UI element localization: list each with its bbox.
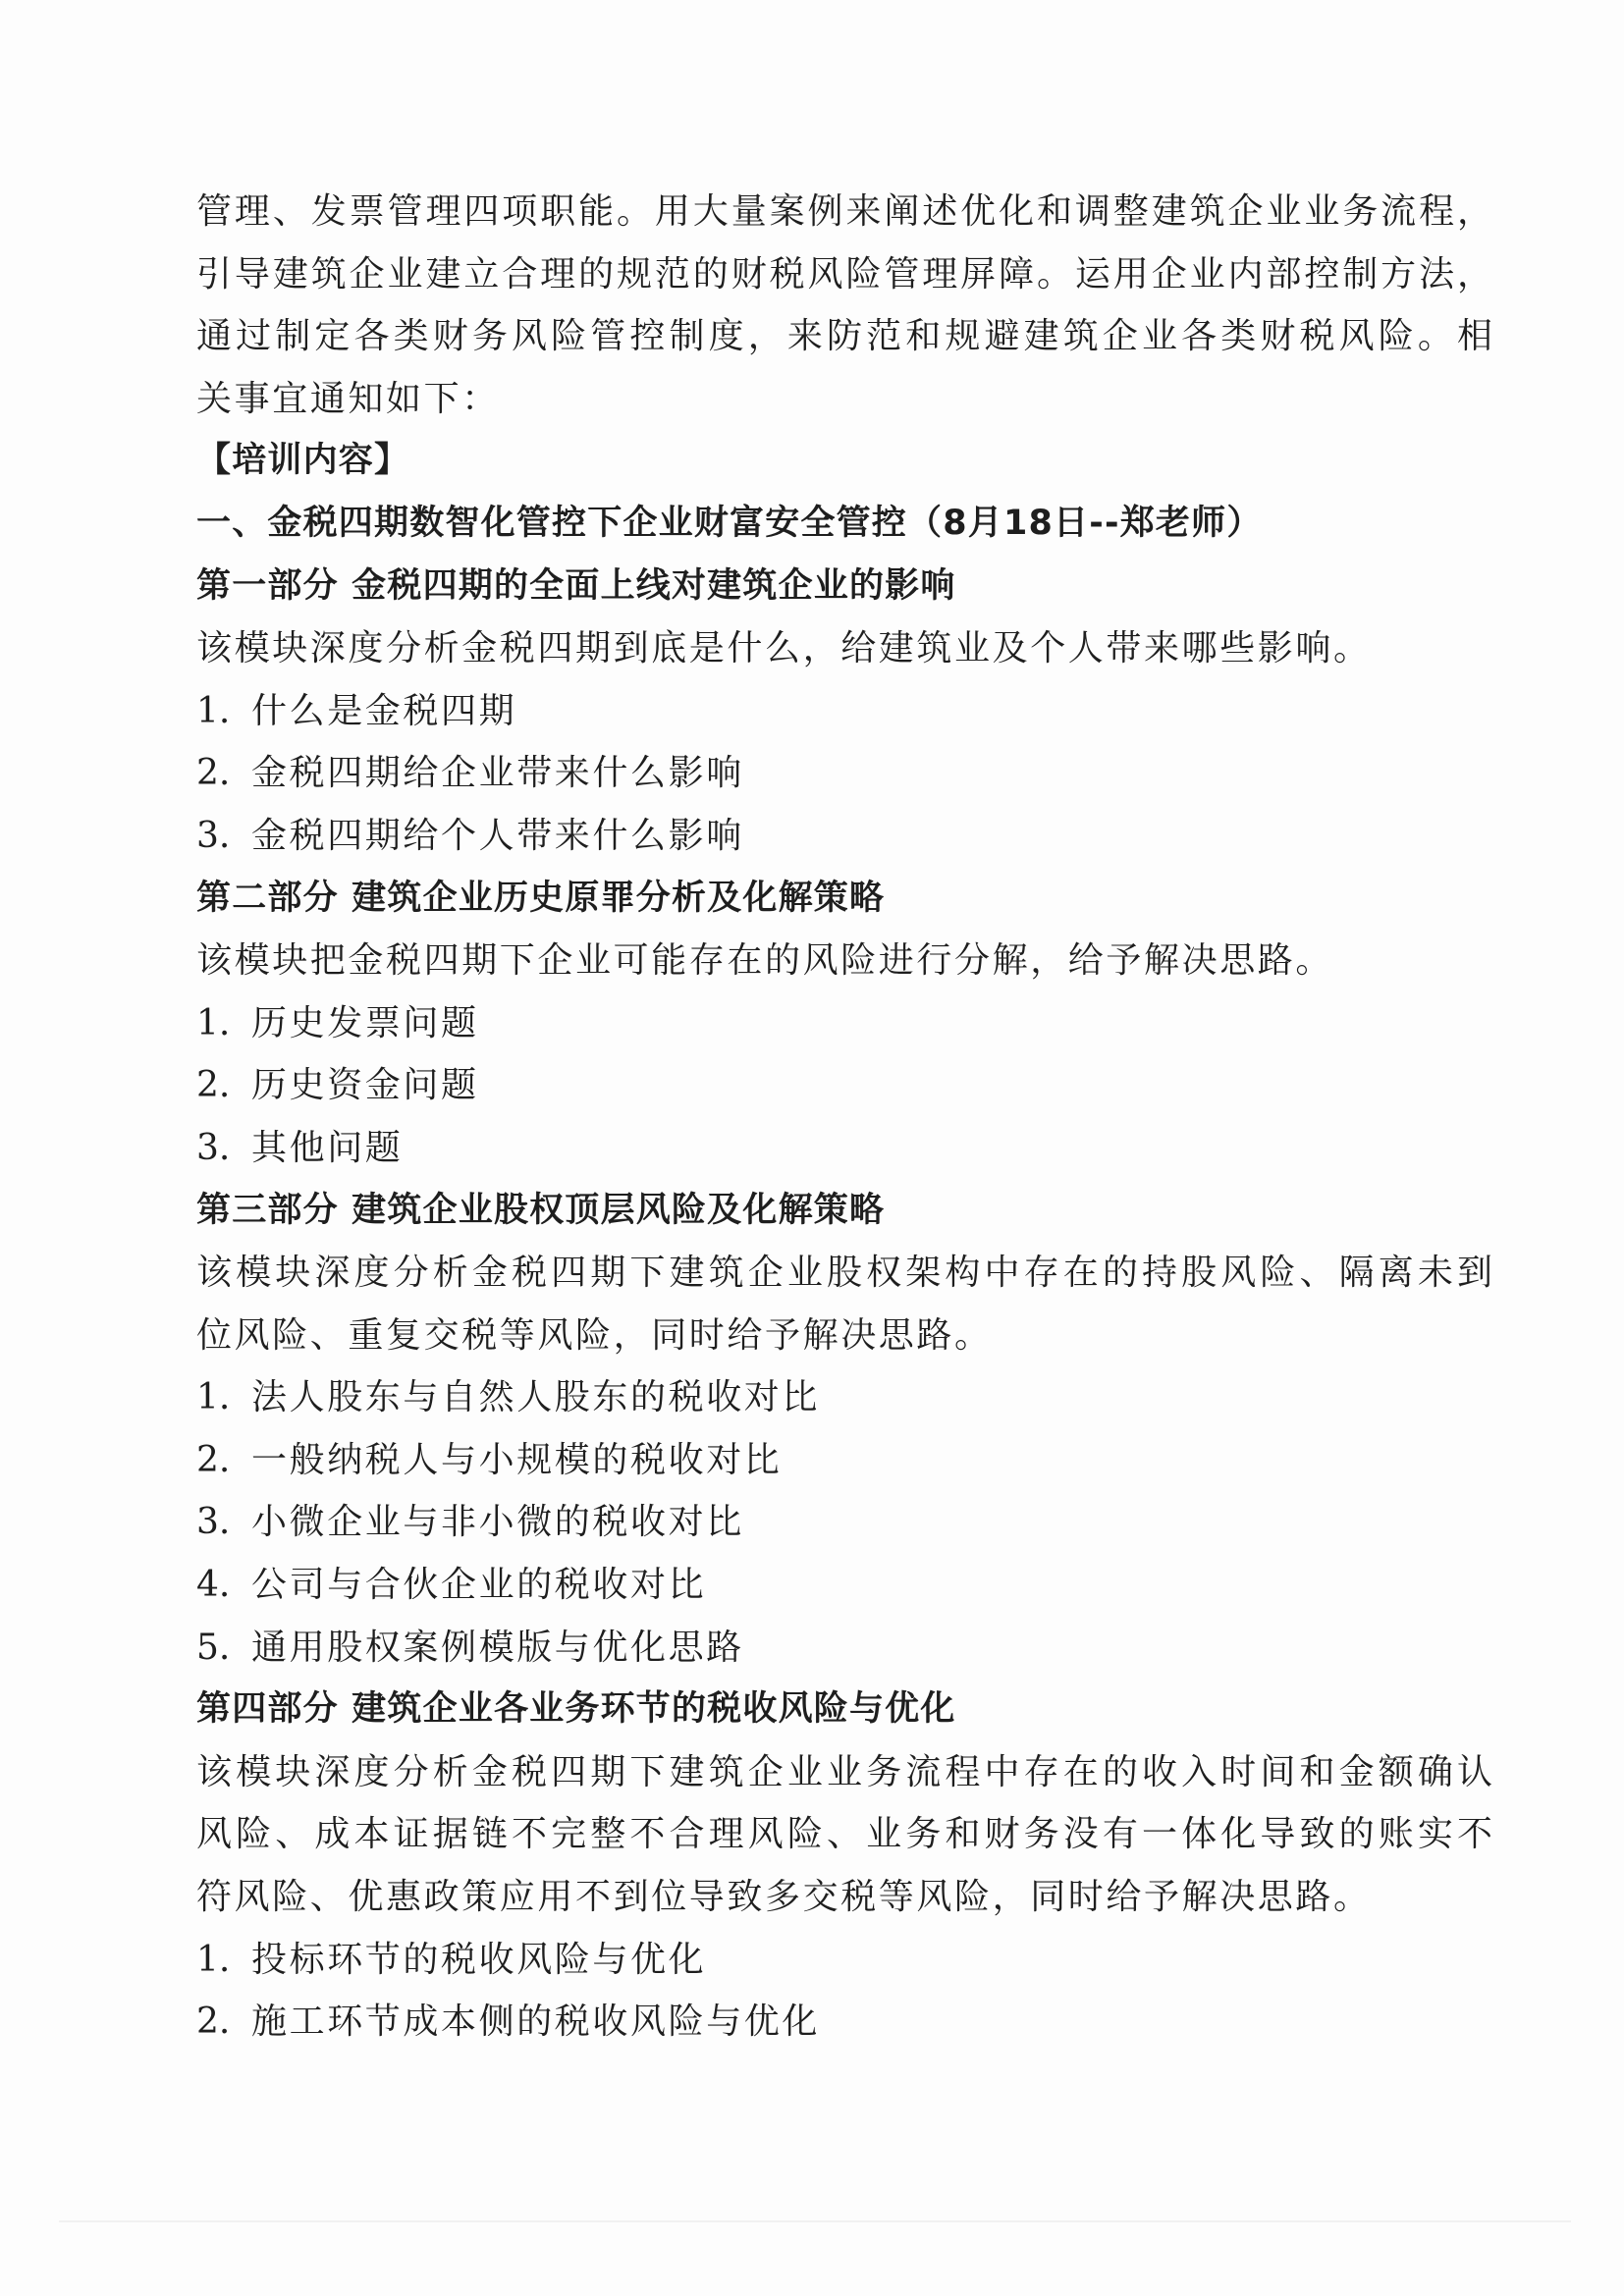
document-body: [196, 181, 1492, 2054]
list-item: [196, 742, 1492, 805]
part-description: 位风险、重复交税等风险，同时给予解决思路。: [196, 1314, 993, 1356]
list-item: [196, 1366, 1492, 1429]
part-heading: 第三部分 建筑企业股权顶层风险及化解策略: [196, 1190, 886, 1230]
item-text: 施工环节成本侧的税收风险与优化: [251, 2002, 821, 2043]
item-text: 公司与合伙企业的税收对比: [251, 1565, 707, 1606]
item-text: 小微企业与非小微的税收对比: [251, 1502, 744, 1543]
list-item: [196, 1117, 1492, 1180]
list-item: [196, 1054, 1492, 1117]
item-number: 1.: [196, 690, 231, 731]
list-item: [196, 1991, 1492, 2054]
part-description: 该模块深度分析金税四期下建筑企业业务流程中存在的收入时间和金额确认: [196, 1751, 1492, 1792]
list-item: [196, 805, 1492, 868]
list-item: [196, 1429, 1492, 1492]
item-text: 历史资金问题: [251, 1065, 479, 1106]
list-item: [196, 1491, 1492, 1554]
item-number: 4.: [196, 1565, 231, 1606]
list-item: [196, 680, 1492, 743]
item-text: 其他问题: [251, 1127, 404, 1168]
item-number: 2.: [196, 753, 231, 794]
list-item: [196, 1617, 1492, 1680]
intro-line: 引导建筑企业建立合理的规范的财税风险管理屏障。运用企业内部控制方法，: [196, 253, 1492, 294]
intro-line: 管理、发票管理四项职能。用大量案例来阐述优化和调整建筑企业业务流程，: [196, 191, 1492, 232]
item-text: 金税四期给企业带来什么影响: [251, 753, 744, 794]
item-text: 法人股东与自然人股东的税收对比: [251, 1377, 821, 1418]
item-number: 2.: [196, 1439, 231, 1480]
item-text: 金税四期给个人带来什么影响: [251, 815, 744, 856]
section-label: 【培训内容】: [196, 441, 410, 481]
item-text: 投标环节的税收风险与优化: [251, 1939, 707, 1980]
intro-line: 通过制定各类财务风险管控制度，来防范和规避建筑企业各类财税风险。相: [196, 316, 1492, 357]
part-description: 符风险、优惠政策应用不到位导致多交税等风险，同时给予解决思路。: [196, 1877, 1372, 1918]
item-number: 3.: [196, 815, 231, 856]
item-number: 1.: [196, 1377, 231, 1418]
list-item: [196, 1929, 1492, 1992]
course-title: 一、金税四期数智化管控下企业财富安全管控（8月18日--郑老师）: [196, 503, 1263, 543]
item-number: 2.: [196, 1065, 231, 1106]
item-number: 1.: [196, 1002, 231, 1043]
scan-artifact-line: [59, 2220, 1571, 2222]
item-number: 5.: [196, 1627, 231, 1668]
item-text: 历史发票问题: [251, 1002, 479, 1043]
part-description: 该模块深度分析金税四期下建筑企业股权架构中存在的持股风险、隔离未到: [196, 1253, 1492, 1294]
part-description: 风险、成本证据链不完整不合理风险、业务和财务没有一体化导致的账实不: [196, 1814, 1492, 1855]
list-item: [196, 1554, 1492, 1617]
item-number: 3.: [196, 1127, 231, 1168]
part-description: 该模块深度分析金税四期到底是什么，给建筑业及个人带来哪些影响。: [196, 628, 1372, 669]
item-number: 3.: [196, 1502, 231, 1543]
intro-line: 关事宜通知如下：: [196, 378, 500, 419]
part-heading: 第二部分 建筑企业历史原罪分析及化解策略: [196, 878, 886, 918]
item-number: 2.: [196, 2002, 231, 2043]
item-number: 1.: [196, 1939, 231, 1980]
item-text: 通用股权案例模版与优化思路: [251, 1627, 744, 1668]
list-item: [196, 992, 1492, 1055]
item-text: 一般纳税人与小规模的税收对比: [251, 1439, 783, 1480]
part-heading: 第一部分 金税四期的全面上线对建筑企业的影响: [196, 565, 956, 606]
item-text: 什么是金税四期: [251, 690, 517, 731]
part-description: 该模块把金税四期下企业可能存在的风险进行分解，给予解决思路。: [196, 940, 1334, 982]
part-heading: 第四部分 建筑企业各业务环节的税收风险与优化: [196, 1689, 956, 1730]
